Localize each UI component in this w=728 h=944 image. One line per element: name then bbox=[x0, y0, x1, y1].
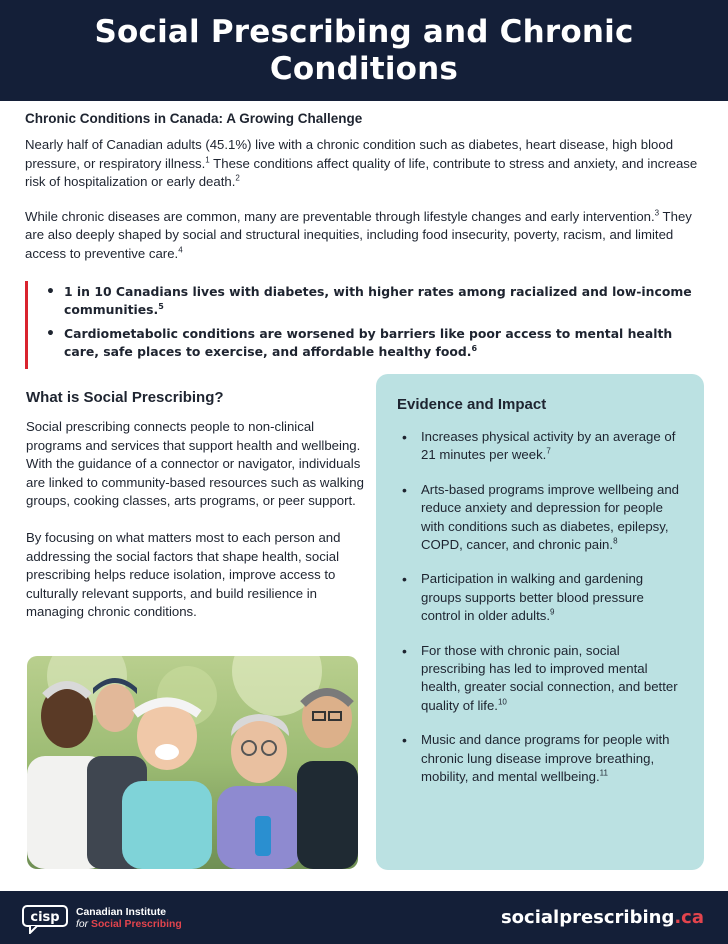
org-name-line1: Canadian Institute bbox=[76, 907, 167, 918]
intro-paragraph: While chronic diseases are common, many are preventable through lifestyle changes and early intervention.$^3$ They are also deeply shaped by social and structural inequities, including food insecurity, poverty, racism, and limited access to preventive care.$^4$ bbox=[25, 208, 692, 261]
group-photo bbox=[27, 656, 358, 869]
social-paragraph: Social prescribing connects people to non-clinical programs and services that support health and wellbeing. With the guidance of a connector or navigator, individuals are linked to community-based resources such as walking groups, cooking classes, arts programs, or peer support. bbox=[26, 419, 364, 509]
statistics-callout bbox=[25, 281, 701, 369]
intro-section bbox=[25, 111, 701, 279]
svg-text:cisp: cisp bbox=[30, 910, 60, 925]
page-title: Social Prescribing and Chronic Conditions bbox=[94, 13, 634, 87]
evidence-item: • Participation in walking and gardening groups supports better blood pressure control in older adults.$^9$ bbox=[397, 570, 684, 625]
page-footer bbox=[0, 891, 728, 944]
callout-item: • 1 in 10 Canadians lives with diabetes, with higher rates among racialized and low-income communities.$^5$ bbox=[44, 283, 701, 319]
social-heading: What is Social Prescribing? bbox=[26, 389, 224, 406]
org-name-line2: for Social Prescribing bbox=[76, 919, 182, 930]
intro-paragraph: Nearly half of Canadian adults (45.1%) live with a chronic condition such as diabetes, heart disease, high blood pressure, or respiratory illness.$^1$ These conditions affect quality of life, contribute to stress and anxiety, and increase risk of hospitalization or early death.$^2$ bbox=[25, 137, 698, 189]
evidence-panel bbox=[376, 374, 704, 870]
intro-heading: Chronic Conditions in Canada: A Growing Challenge bbox=[25, 111, 363, 126]
social-paragraph: By focusing on what matters most to each person and addressing the social factors that shape health, social prescribing helps reduce isolation, improve access to culturally relevant supports, and build resilience in managing chronic conditions. bbox=[26, 529, 341, 620]
evidence-item: • For those with chronic pain, social prescribing has led to improved mental health, greater social connection, and better quality of life.$^{10}$ bbox=[397, 642, 684, 716]
callout-item: • Cardiometabolic conditions are worsened by barriers like poor access to mental health care, safe places to exercise, and affordable healthy food.$^6$ bbox=[44, 325, 701, 361]
evidence-heading: Evidence and Impact bbox=[397, 396, 547, 413]
evidence-item: • Arts-based programs improve wellbeing and reduce anxiety and depression for people with conditions such as diabetes, epilepsy, COPD, cancer, and chronic pain.$^8$ bbox=[397, 481, 684, 555]
cisp-logo-icon bbox=[22, 904, 68, 934]
social-prescribing-section bbox=[26, 389, 364, 640]
evidence-item: • Increases physical activity by an average of 21 minutes per week.$^7$ bbox=[397, 428, 684, 465]
page-header bbox=[0, 0, 728, 101]
website-link[interactable]: socialprescribing.ca bbox=[500, 907, 704, 928]
group-of-laughing-older-adults-photo bbox=[27, 656, 358, 869]
evidence-item: • Music and dance programs for people with chronic lung disease improve breathing, mobility, and mental wellbeing.$^{11}$ bbox=[397, 731, 684, 786]
cisp-logo bbox=[22, 904, 182, 934]
